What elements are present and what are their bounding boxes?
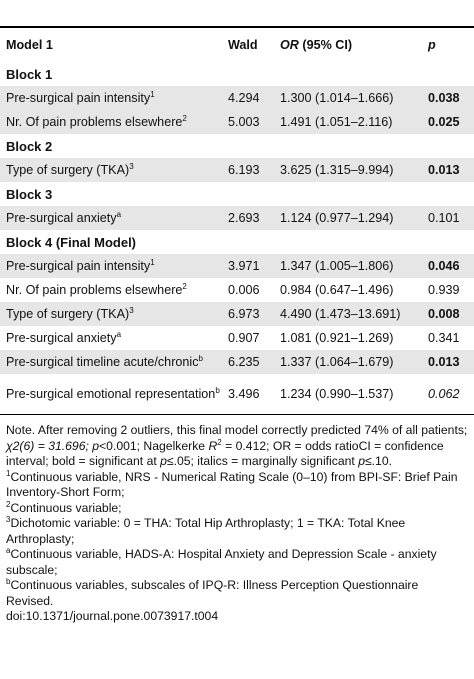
table-row: [0, 374, 474, 414]
variable-name: Pre-surgical pain intensity: [6, 90, 151, 105]
variable-name: Type of surgery (TKA): [6, 162, 130, 177]
footnote-b: $^b$Continuous variables, subscales of IPQ-R: Illness Perception Questionnaire Revised.: [6, 576, 419, 608]
table-body: [0, 62, 474, 414]
block-header-row: [0, 182, 474, 206]
variable-label: [0, 278, 228, 302]
p-value: 0.939: [428, 282, 460, 297]
block-header-row: [0, 230, 474, 254]
block-header-row: [0, 134, 474, 158]
block-title: Block 4 (Final Model): [6, 234, 137, 250]
variable-name: Pre-surgical emotional representation: [6, 386, 216, 401]
p-value: 0.025: [422, 110, 474, 134]
variable-name: Pre-surgical anxiety: [6, 210, 117, 225]
header-p: p: [428, 37, 436, 52]
p-value: 0.013: [422, 350, 474, 374]
wald-value: 0.907: [228, 330, 260, 345]
odds-ratio-ci: 1.234 (0.990–1.537): [280, 386, 394, 401]
p-value: 0.101: [422, 206, 474, 230]
footnote-a: $^a$Continuous variable, HADS-A: Hospital Anxiety and Depression Scale - anxiety subscale;: [6, 545, 437, 577]
variable-name: Pre-surgical pain intensity: [6, 258, 151, 273]
p-value: 0.008: [422, 302, 474, 326]
table-row: [0, 158, 474, 182]
odds-ratio-ci: 3.625 (1.315–9.994): [272, 158, 422, 182]
top-band: [0, 0, 474, 26]
footnote-marker: b: [198, 353, 203, 363]
doi-text: doi:10.1371/journal.pone.0073917.t004: [6, 609, 219, 623]
odds-ratio-ci: 1.300 (1.014–1.666): [272, 86, 422, 110]
variable-label: [0, 350, 228, 374]
wald-value: 0.006: [228, 282, 260, 297]
wald-value: 6.235: [228, 350, 272, 374]
table-row: [0, 326, 474, 350]
p-value: 0.013: [422, 158, 474, 182]
footnote-marker: 1: [150, 257, 155, 267]
odds-ratio-ci: 1.124 (0.977–1.294): [272, 206, 422, 230]
footnote-1: $^1$Continuous variable, NRS - Numerical Rating Scale (0–10) from BPI-SF: Brief Pain Inventory-Short Form;: [6, 468, 458, 499]
footnote-marker: a: [116, 209, 122, 219]
table-row: [0, 254, 474, 278]
results-table: [0, 28, 474, 414]
odds-ratio-ci: 1.337 (1.064–1.679): [272, 350, 422, 374]
variable-name: Pre-surgical timeline acute/chronic: [6, 354, 199, 369]
footnote-marker: 2: [182, 113, 187, 123]
odds-ratio-ci: 1.081 (0.921–1.269): [280, 330, 394, 345]
note-main: Note. After removing 2 outliers, this final model correctly predicted 74% of all patients; χ2(6) = 31.696; p<0.001; Nagelkerke $R^2 = 0.412$; OR = odds ratioCI = confidence interval; bold = significant at p≤.05; italics = marginally significant p≤.10.: [6, 423, 468, 468]
header-or-rest: (95% CI): [298, 37, 353, 52]
wald-value: 3.496: [228, 386, 260, 401]
p-value: 0.341: [428, 330, 460, 345]
table-row: [0, 110, 474, 134]
variable-name: Nr. Of pain problems elsewhere: [6, 282, 183, 297]
block-title: Block 2: [6, 138, 53, 154]
footnote-marker: 2: [182, 281, 187, 291]
table-row: [0, 86, 474, 110]
variable-label: [0, 206, 228, 230]
footnote-3: $^3$Dichotomic variable: 0 = THA: Total Hip Arthroplasty; 1 = TKA: Total Knee Arthroplasty;: [6, 514, 406, 546]
odds-ratio-ci: 1.347 (1.005–1.806): [272, 254, 422, 278]
variable-label: [0, 254, 228, 278]
header-or: [272, 28, 422, 62]
p-value: 0.046: [422, 254, 474, 278]
header-row: [0, 28, 474, 62]
wald-value: 6.193: [228, 158, 272, 182]
block-title: Block 1: [6, 66, 53, 82]
table-notes: [0, 415, 474, 625]
odds-ratio-ci: 4.490 (1.473–13.691): [272, 302, 422, 326]
wald-value: 6.973: [228, 302, 272, 326]
odds-ratio-ci: 0.984 (0.647–1.496): [280, 282, 394, 297]
header-or-italic: OR: [280, 37, 299, 52]
variable-label: [0, 374, 228, 414]
variable-label: [0, 110, 228, 134]
variable-name: Pre-surgical anxiety: [6, 330, 117, 345]
table-row: [0, 206, 474, 230]
footnote-marker: 3: [129, 305, 134, 315]
block-title: Block 3: [6, 186, 53, 202]
wald-value: 2.693: [228, 206, 272, 230]
footnote-marker: a: [116, 329, 122, 339]
table-row: [0, 278, 474, 302]
variable-label: [0, 158, 228, 182]
variable-name: Nr. Of pain problems elsewhere: [6, 114, 183, 129]
p-value: 0.038: [422, 86, 474, 110]
variable-label: [0, 86, 228, 110]
variable-label: [0, 326, 228, 350]
table-row: [0, 350, 474, 374]
wald-value: 4.294: [228, 86, 272, 110]
footnote-marker: b: [215, 385, 220, 395]
footnote-marker: 1: [150, 89, 155, 99]
variable-name: Type of surgery (TKA): [6, 306, 130, 321]
block-header-row: [0, 62, 474, 86]
header-wald: Wald: [228, 37, 258, 52]
odds-ratio-ci: 1.491 (1.051–2.116): [272, 110, 422, 134]
footnote-2: $^2$Continuous variable;: [6, 499, 122, 515]
wald-value: 3.971: [228, 254, 272, 278]
wald-value: 5.003: [228, 110, 272, 134]
footnote-marker: 3: [129, 161, 134, 171]
p-value: 0.062: [428, 386, 460, 401]
variable-label: [0, 302, 228, 326]
header-model: Model 1: [6, 37, 53, 52]
table-row: [0, 302, 474, 326]
